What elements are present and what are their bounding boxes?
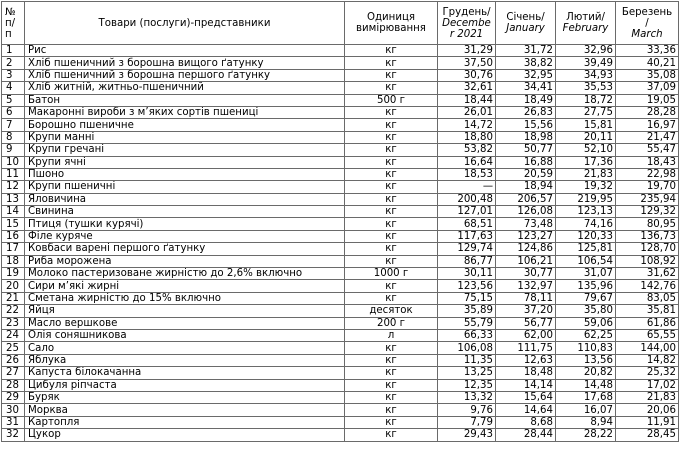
- price-december: 13,25: [438, 367, 496, 379]
- product-name: Крупи пшеничні: [25, 181, 345, 193]
- row-number: 10: [2, 156, 25, 168]
- price-december: 30,76: [438, 69, 496, 81]
- product-name: Хліб пшеничний з борошна вищого ґатунку: [25, 57, 345, 69]
- header-number: № п/п: [2, 2, 25, 45]
- table-row: [2, 404, 679, 416]
- price-february: 28,22: [556, 429, 616, 441]
- price-january: 15,64: [496, 391, 556, 403]
- price-february: 27,75: [556, 106, 616, 118]
- price-january: 14,64: [496, 404, 556, 416]
- unit-of-measure: 1000 г: [345, 268, 438, 280]
- price-december: 66,33: [438, 329, 496, 341]
- unit-of-measure: кг: [345, 280, 438, 292]
- table-row: [2, 305, 679, 317]
- unit-of-measure: кг: [345, 243, 438, 255]
- product-name: Крупи гречані: [25, 144, 345, 156]
- table-row: [2, 230, 679, 242]
- price-february: 120,33: [556, 230, 616, 242]
- table-row: [2, 429, 679, 441]
- price-february: 18,72: [556, 94, 616, 106]
- table-row: [2, 391, 679, 403]
- unit-of-measure: кг: [345, 156, 438, 168]
- product-name: Макаронні вироби з м’яких сортів пшениці: [25, 106, 345, 118]
- unit-of-measure: кг: [345, 106, 438, 118]
- price-february: 17,36: [556, 156, 616, 168]
- row-number: 31: [2, 416, 25, 428]
- row-number: 20: [2, 280, 25, 292]
- unit-of-measure: кг: [345, 379, 438, 391]
- price-december: 11,35: [438, 354, 496, 366]
- row-number: 19: [2, 268, 25, 280]
- price-december: 7,79: [438, 416, 496, 428]
- price-march: 17,02: [616, 379, 679, 391]
- price-march: 14,82: [616, 354, 679, 366]
- price-march: 61,86: [616, 317, 679, 329]
- row-number: 28: [2, 379, 25, 391]
- price-february: 123,13: [556, 206, 616, 218]
- price-february: 32,96: [556, 45, 616, 57]
- table-row: [2, 255, 679, 267]
- price-march: 40,21: [616, 57, 679, 69]
- price-january: 56,77: [496, 317, 556, 329]
- price-january: 8,68: [496, 416, 556, 428]
- price-december: 26,01: [438, 106, 496, 118]
- price-march: 28,28: [616, 106, 679, 118]
- product-name: Хліб пшеничний з борошна першого ґатунку: [25, 69, 345, 81]
- price-december: 53,82: [438, 144, 496, 156]
- price-december: 106,08: [438, 342, 496, 354]
- price-january: 14,14: [496, 379, 556, 391]
- unit-of-measure: кг: [345, 367, 438, 379]
- row-number: 15: [2, 218, 25, 230]
- price-january: 34,41: [496, 82, 556, 94]
- unit-of-measure: 500 г: [345, 94, 438, 106]
- product-name: Яблука: [25, 354, 345, 366]
- price-december: —: [438, 181, 496, 193]
- table-row: [2, 329, 679, 341]
- price-january: 38,82: [496, 57, 556, 69]
- price-february: 106,54: [556, 255, 616, 267]
- header-december: Грудень/ Decembe r 2021: [438, 2, 496, 45]
- price-march: 35,81: [616, 305, 679, 317]
- price-january: 18,94: [496, 181, 556, 193]
- unit-of-measure: кг: [345, 144, 438, 156]
- row-number: 8: [2, 131, 25, 143]
- row-number: 9: [2, 144, 25, 156]
- row-number: 25: [2, 342, 25, 354]
- price-february: 21,83: [556, 168, 616, 180]
- price-december: 13,32: [438, 391, 496, 403]
- unit-of-measure: кг: [345, 193, 438, 205]
- table-row: [2, 280, 679, 292]
- unit-of-measure: кг: [345, 218, 438, 230]
- price-february: 15,81: [556, 119, 616, 131]
- table-row: [2, 69, 679, 81]
- unit-of-measure: кг: [345, 230, 438, 242]
- table-row: [2, 144, 679, 156]
- unit-of-measure: десяток: [345, 305, 438, 317]
- unit-of-measure: кг: [345, 168, 438, 180]
- price-march: 33,36: [616, 45, 679, 57]
- price-table: [1, 1, 679, 442]
- header-january: Січень/ January: [496, 2, 556, 45]
- table-row: [2, 119, 679, 131]
- row-number: 32: [2, 429, 25, 441]
- price-january: 37,20: [496, 305, 556, 317]
- product-name: Риба морожена: [25, 255, 345, 267]
- price-january: 126,08: [496, 206, 556, 218]
- price-january: 28,44: [496, 429, 556, 441]
- price-march: 144,00: [616, 342, 679, 354]
- price-february: 219,95: [556, 193, 616, 205]
- price-february: 52,10: [556, 144, 616, 156]
- product-name: Борошно пшеничне: [25, 119, 345, 131]
- unit-of-measure: кг: [345, 404, 438, 416]
- price-january: 106,21: [496, 255, 556, 267]
- product-name: Крупи манні: [25, 131, 345, 143]
- price-february: 79,67: [556, 292, 616, 304]
- price-march: 235,94: [616, 193, 679, 205]
- table-row: [2, 379, 679, 391]
- row-number: 26: [2, 354, 25, 366]
- row-number: 6: [2, 106, 25, 118]
- price-march: 142,76: [616, 280, 679, 292]
- row-number: 16: [2, 230, 25, 242]
- unit-of-measure: 200 г: [345, 317, 438, 329]
- price-december: 12,35: [438, 379, 496, 391]
- price-december: 9,76: [438, 404, 496, 416]
- price-march: 65,55: [616, 329, 679, 341]
- product-name: Морква: [25, 404, 345, 416]
- price-december: 16,64: [438, 156, 496, 168]
- price-december: 14,72: [438, 119, 496, 131]
- row-number: 18: [2, 255, 25, 267]
- price-february: 20,82: [556, 367, 616, 379]
- price-december: 127,01: [438, 206, 496, 218]
- table-row: [2, 131, 679, 143]
- price-january: 18,48: [496, 367, 556, 379]
- price-february: 125,81: [556, 243, 616, 255]
- price-march: 37,09: [616, 82, 679, 94]
- price-december: 18,80: [438, 131, 496, 143]
- price-february: 59,06: [556, 317, 616, 329]
- product-name: Птиця (тушки курячі): [25, 218, 345, 230]
- price-january: 111,75: [496, 342, 556, 354]
- row-number: 24: [2, 329, 25, 341]
- price-march: 28,45: [616, 429, 679, 441]
- price-march: 21,47: [616, 131, 679, 143]
- table-row: [2, 181, 679, 193]
- price-february: 8,94: [556, 416, 616, 428]
- table-row: [2, 367, 679, 379]
- table-row: [2, 82, 679, 94]
- price-february: 31,07: [556, 268, 616, 280]
- price-march: 25,32: [616, 367, 679, 379]
- price-december: 68,51: [438, 218, 496, 230]
- product-name: Сало: [25, 342, 345, 354]
- price-february: 20,11: [556, 131, 616, 143]
- header-goods: Товари (послуги)-представники: [25, 2, 345, 45]
- table-row: [2, 45, 679, 57]
- product-name: Батон: [25, 94, 345, 106]
- unit-of-measure: кг: [345, 354, 438, 366]
- table-row: [2, 342, 679, 354]
- price-march: 55,47: [616, 144, 679, 156]
- unit-of-measure: кг: [345, 82, 438, 94]
- table-row: [2, 94, 679, 106]
- product-name: Капуста білокачанна: [25, 367, 345, 379]
- row-number: 4: [2, 82, 25, 94]
- product-name: Свинина: [25, 206, 345, 218]
- table-row: [2, 243, 679, 255]
- price-march: 20,06: [616, 404, 679, 416]
- product-name: Пшоно: [25, 168, 345, 180]
- price-january: 15,56: [496, 119, 556, 131]
- row-number: 1: [2, 45, 25, 57]
- product-name: Картопля: [25, 416, 345, 428]
- price-march: 108,92: [616, 255, 679, 267]
- table-row: [2, 416, 679, 428]
- price-january: 26,83: [496, 106, 556, 118]
- table-row: [2, 106, 679, 118]
- product-name: Буряк: [25, 391, 345, 403]
- price-january: 62,00: [496, 329, 556, 341]
- product-name: Яйця: [25, 305, 345, 317]
- price-march: 16,97: [616, 119, 679, 131]
- price-december: 123,56: [438, 280, 496, 292]
- header-february: Лютий/ February: [556, 2, 616, 45]
- unit-of-measure: кг: [345, 416, 438, 428]
- row-number: 21: [2, 292, 25, 304]
- price-march: 31,62: [616, 268, 679, 280]
- row-number: 5: [2, 94, 25, 106]
- unit-of-measure: кг: [345, 255, 438, 267]
- price-december: 86,77: [438, 255, 496, 267]
- table-row: [2, 268, 679, 280]
- price-january: 16,88: [496, 156, 556, 168]
- price-january: 18,49: [496, 94, 556, 106]
- price-march: 129,32: [616, 206, 679, 218]
- price-march: 19,70: [616, 181, 679, 193]
- price-february: 14,48: [556, 379, 616, 391]
- price-january: 206,57: [496, 193, 556, 205]
- price-february: 35,53: [556, 82, 616, 94]
- product-name: Рис: [25, 45, 345, 57]
- price-january: 73,48: [496, 218, 556, 230]
- unit-of-measure: кг: [345, 181, 438, 193]
- table-row: [2, 317, 679, 329]
- price-december: 18,44: [438, 94, 496, 106]
- product-name: Сири м’які жирні: [25, 280, 345, 292]
- price-march: 83,05: [616, 292, 679, 304]
- product-name: Ковбаси варені першого ґатунку: [25, 243, 345, 255]
- price-december: 31,29: [438, 45, 496, 57]
- unit-of-measure: кг: [345, 429, 438, 441]
- price-december: 55,79: [438, 317, 496, 329]
- unit-of-measure: кг: [345, 45, 438, 57]
- row-number: 17: [2, 243, 25, 255]
- price-february: 62,25: [556, 329, 616, 341]
- row-number: 3: [2, 69, 25, 81]
- row-number: 29: [2, 391, 25, 403]
- header-march: Березень / March: [616, 2, 679, 45]
- table-row: [2, 57, 679, 69]
- table-row: [2, 168, 679, 180]
- price-january: 78,11: [496, 292, 556, 304]
- table-row: [2, 218, 679, 230]
- price-march: 128,70: [616, 243, 679, 255]
- header-unit: Одиниця вимірювання: [345, 2, 438, 45]
- price-march: 18,43: [616, 156, 679, 168]
- product-name: Цукор: [25, 429, 345, 441]
- unit-of-measure: л: [345, 329, 438, 341]
- price-february: 13,56: [556, 354, 616, 366]
- price-january: 18,98: [496, 131, 556, 143]
- price-february: 17,68: [556, 391, 616, 403]
- row-number: 22: [2, 305, 25, 317]
- price-february: 19,32: [556, 181, 616, 193]
- product-name: Цибуля ріпчаста: [25, 379, 345, 391]
- price-december: 35,89: [438, 305, 496, 317]
- row-number: 11: [2, 168, 25, 180]
- price-december: 30,11: [438, 268, 496, 280]
- row-number: 13: [2, 193, 25, 205]
- product-name: Хліб житній, житньо-пшеничний: [25, 82, 345, 94]
- unit-of-measure: кг: [345, 69, 438, 81]
- row-number: 7: [2, 119, 25, 131]
- price-march: 80,95: [616, 218, 679, 230]
- price-december: 32,61: [438, 82, 496, 94]
- unit-of-measure: кг: [345, 292, 438, 304]
- price-january: 123,27: [496, 230, 556, 242]
- unit-of-measure: кг: [345, 119, 438, 131]
- price-december: 75,15: [438, 292, 496, 304]
- table-row: [2, 206, 679, 218]
- price-february: 110,83: [556, 342, 616, 354]
- product-name: Крупи ячні: [25, 156, 345, 168]
- row-number: 30: [2, 404, 25, 416]
- row-number: 12: [2, 181, 25, 193]
- product-name: Філе куряче: [25, 230, 345, 242]
- price-january: 50,77: [496, 144, 556, 156]
- unit-of-measure: кг: [345, 342, 438, 354]
- price-february: 16,07: [556, 404, 616, 416]
- product-name: Сметана жирністю до 15% включно: [25, 292, 345, 304]
- header-row: [2, 2, 679, 45]
- price-march: 19,05: [616, 94, 679, 106]
- price-december: 18,53: [438, 168, 496, 180]
- unit-of-measure: кг: [345, 131, 438, 143]
- price-december: 117,63: [438, 230, 496, 242]
- price-january: 12,63: [496, 354, 556, 366]
- table-row: [2, 354, 679, 366]
- table-row: [2, 292, 679, 304]
- price-february: 135,96: [556, 280, 616, 292]
- price-january: 132,97: [496, 280, 556, 292]
- product-name: Яловичина: [25, 193, 345, 205]
- row-number: 2: [2, 57, 25, 69]
- price-february: 34,93: [556, 69, 616, 81]
- row-number: 23: [2, 317, 25, 329]
- unit-of-measure: кг: [345, 57, 438, 69]
- row-number: 27: [2, 367, 25, 379]
- price-march: 22,98: [616, 168, 679, 180]
- table-row: [2, 193, 679, 205]
- product-name: Молоко пастеризоване жирністю до 2,6% включно: [25, 268, 345, 280]
- price-march: 21,83: [616, 391, 679, 403]
- table-row: [2, 156, 679, 168]
- price-december: 129,74: [438, 243, 496, 255]
- price-december: 200,48: [438, 193, 496, 205]
- price-march: 11,91: [616, 416, 679, 428]
- price-march: 136,73: [616, 230, 679, 242]
- unit-of-measure: кг: [345, 206, 438, 218]
- product-name: Масло вершкове: [25, 317, 345, 329]
- price-february: 35,80: [556, 305, 616, 317]
- price-december: 37,50: [438, 57, 496, 69]
- price-march: 35,08: [616, 69, 679, 81]
- row-number: 14: [2, 206, 25, 218]
- unit-of-measure: кг: [345, 391, 438, 403]
- price-january: 30,77: [496, 268, 556, 280]
- product-name: Олія соняшникова: [25, 329, 345, 341]
- price-february: 74,16: [556, 218, 616, 230]
- price-january: 20,59: [496, 168, 556, 180]
- price-january: 124,86: [496, 243, 556, 255]
- price-february: 39,49: [556, 57, 616, 69]
- price-december: 29,43: [438, 429, 496, 441]
- price-january: 32,95: [496, 69, 556, 81]
- price-january: 31,72: [496, 45, 556, 57]
